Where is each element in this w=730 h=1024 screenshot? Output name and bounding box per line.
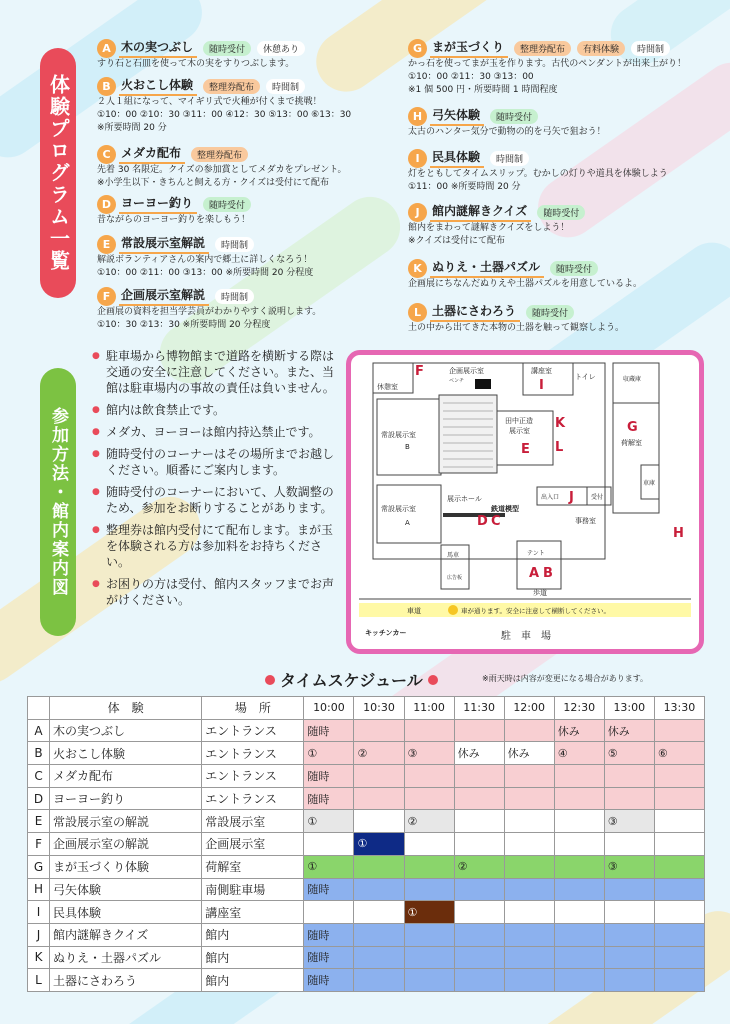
program-letter-badge: L — [408, 303, 427, 322]
program-tag: 整理券配布 — [191, 147, 248, 162]
schedule-cell: 休み — [554, 719, 604, 742]
schedule-cell: 随時 — [304, 787, 354, 810]
label-kouteiban: 広告板 — [447, 575, 463, 581]
label-tenji: 展示室 — [509, 427, 530, 435]
marker-i: I — [539, 378, 544, 393]
schedule-cell: ③ — [404, 742, 454, 765]
schedule-cell — [404, 787, 454, 810]
marker-g: G — [627, 420, 638, 435]
schedule-cell: 随時 — [304, 946, 354, 969]
header-time: 10:00 — [304, 697, 354, 720]
label-shadou: 車道 — [407, 607, 421, 615]
schedule-cell: ④ — [554, 742, 604, 765]
schedule-cell — [654, 765, 704, 788]
program-name: ヨーヨー釣り — [119, 194, 197, 214]
marker-d: D — [477, 514, 488, 529]
marker-l: L — [555, 440, 564, 455]
schedule-cell — [304, 901, 354, 924]
schedule-cell — [604, 787, 654, 810]
schedule-cell — [354, 765, 404, 788]
schedule-cell: 随時 — [304, 719, 354, 742]
program-tag: 整理券配布 — [203, 79, 260, 94]
program-d — [97, 194, 251, 227]
row-place: 館内 — [202, 923, 304, 946]
row-program: まが玉づくり体験 — [50, 855, 202, 878]
program-letter-badge: C — [97, 145, 116, 164]
program-desc: ※クイズは受付にて配布 — [408, 236, 506, 246]
program-tag: 随時受付 — [490, 109, 538, 124]
program-letter-badge: J — [408, 203, 427, 222]
marker-c: C — [491, 514, 501, 529]
row-program: 民具体験 — [50, 901, 202, 924]
label-hodou: 歩道 — [533, 589, 547, 597]
schedule-cell: ① — [304, 810, 354, 833]
program-tag: 随時受付 — [537, 205, 585, 220]
schedule-note: ※雨天時は内容が変更になる場合があります。 — [482, 674, 649, 683]
schedule-cell — [554, 833, 604, 856]
schedule-cell: 随時 — [304, 969, 354, 992]
label-kikaku: 企画展示室 — [449, 367, 484, 375]
program-i — [408, 148, 668, 194]
label-basha: 馬車 — [447, 552, 460, 559]
program-tag: 休憩あり — [257, 41, 305, 56]
row-program: メダカ配布 — [50, 765, 202, 788]
schedule-cell: ② — [454, 855, 504, 878]
table-row — [28, 742, 705, 765]
schedule-cell: 休み — [504, 742, 554, 765]
schedule-cell: ② — [354, 742, 404, 765]
schedule-cell: 休み — [604, 719, 654, 742]
label-jousetsu-a: 常設展示室 — [381, 505, 416, 513]
label-bench: ベンチ — [449, 378, 465, 384]
schedule-cell — [404, 878, 454, 901]
program-name: ぬりえ・土器パズル — [430, 258, 544, 278]
program-desc: 企画展にちなんだぬりえや土器パズルを用意しているよ。 — [408, 279, 643, 289]
row-letter: J — [28, 923, 50, 946]
marker-h: H — [673, 526, 684, 541]
schedule-cell — [554, 855, 604, 878]
program-name: 常設展示室解説 — [119, 234, 209, 254]
row-letter: H — [28, 878, 50, 901]
table-row — [28, 969, 705, 992]
table-row — [28, 833, 705, 856]
schedule-cell — [404, 946, 454, 969]
label-toilet: トイレ — [575, 373, 596, 381]
program-letter-badge: F — [97, 287, 116, 306]
schedule-cell — [654, 855, 704, 878]
schedule-cell — [404, 719, 454, 742]
program-desc: 館内をまわって謎解きクイズをしよう！ — [408, 223, 570, 233]
schedule-cell: 随時 — [304, 878, 354, 901]
schedule-cell — [654, 833, 704, 856]
program-name: 企画展示室解説 — [119, 286, 209, 306]
schedule-cell — [354, 923, 404, 946]
program-letter-badge: G — [408, 39, 427, 58]
schedule-cell — [304, 833, 354, 856]
row-place: 企画展示室 — [202, 833, 304, 856]
schedule-cell — [354, 878, 404, 901]
schedule-cell — [654, 787, 704, 810]
table-row — [28, 946, 705, 969]
schedule-cell — [404, 923, 454, 946]
program-g — [408, 38, 686, 97]
program-f — [97, 286, 321, 332]
schedule-cell — [654, 810, 704, 833]
program-letter-badge: K — [408, 259, 427, 278]
row-letter: I — [28, 901, 50, 924]
program-desc: 解説ボランティアさんの案内で郷土に詳しくなろう！ — [97, 255, 313, 265]
floor-map — [346, 350, 704, 654]
schedule-cell — [604, 946, 654, 969]
table-row — [28, 855, 705, 878]
program-letter-badge: H — [408, 107, 427, 126]
note-item: ● 館内は飲食禁止です。 — [92, 402, 342, 418]
schedule-cell: ⑤ — [604, 742, 654, 765]
row-program: ぬりえ・土器パズル — [50, 946, 202, 969]
row-place: エントランス — [202, 742, 304, 765]
schedule-cell — [554, 923, 604, 946]
program-tag: 随時受付 — [203, 197, 251, 212]
program-tag: 有料体験 — [577, 41, 625, 56]
row-place: 講座室 — [202, 901, 304, 924]
schedule-title — [260, 668, 443, 691]
program-letter-badge: B — [97, 77, 116, 96]
schedule-cell — [354, 855, 404, 878]
program-tag: 時間制 — [631, 41, 670, 56]
program-desc: ※1 個 500 円・所要時間 1 時間程度 — [408, 85, 558, 95]
schedule-cell — [504, 787, 554, 810]
schedule-cell — [504, 969, 554, 992]
program-c — [97, 144, 346, 190]
schedule-cell — [504, 719, 554, 742]
program-letter-badge: E — [97, 235, 116, 254]
schedule-cell — [504, 855, 554, 878]
header-time: 13:30 — [654, 697, 704, 720]
dot-icon — [265, 675, 275, 685]
label-nikaishitsu: 荷解室 — [621, 439, 642, 447]
program-l — [408, 302, 624, 335]
schedule-cell — [454, 901, 504, 924]
marker-b: B — [543, 566, 553, 581]
label-tent: テント — [527, 550, 545, 557]
row-letter: B — [28, 742, 50, 765]
program-e — [97, 234, 313, 280]
schedule-cell — [554, 901, 604, 924]
schedule-cell — [454, 810, 504, 833]
schedule-cell — [354, 810, 404, 833]
program-tag: 随時受付 — [203, 41, 251, 56]
table-row — [28, 810, 705, 833]
label-kitchen: キッチンカー — [365, 629, 407, 637]
row-place: 館内 — [202, 969, 304, 992]
row-place: 常設展示室 — [202, 810, 304, 833]
label-a: A — [405, 519, 410, 527]
header-time: 12:30 — [554, 697, 604, 720]
marker-f: F — [415, 364, 424, 379]
row-place: エントランス — [202, 787, 304, 810]
program-tag: 時間制 — [215, 237, 254, 252]
schedule-cell — [454, 833, 504, 856]
table-row — [28, 901, 705, 924]
schedule-cell — [604, 923, 654, 946]
row-place: 館内 — [202, 946, 304, 969]
program-letter-badge: A — [97, 39, 116, 58]
program-desc: ①11：00 ※所要時間 20 分 — [408, 182, 521, 192]
note-item: ● メダカ、ヨーヨーは館内持込禁止です。 — [92, 424, 342, 440]
schedule-cell — [454, 878, 504, 901]
label-kyuukei: 休憩室 — [377, 383, 398, 391]
schedule-cell — [454, 923, 504, 946]
schedule-cell — [404, 765, 454, 788]
row-place: エントランス — [202, 719, 304, 742]
program-a — [97, 38, 305, 71]
guide-banner: 参加方法・館内案内図 — [40, 368, 76, 636]
table-row — [28, 765, 705, 788]
row-letter: F — [28, 833, 50, 856]
program-desc: すり石と石皿を使って木の実をすりつぶします。 — [97, 59, 295, 69]
schedule-cell — [604, 765, 654, 788]
program-desc: 灯をともしてタイムスリップ。むかしの灯りや道具を体験しよう — [408, 169, 668, 179]
schedule-cell — [554, 765, 604, 788]
program-tag: 時間制 — [215, 289, 254, 304]
table-row — [28, 878, 705, 901]
program-desc: 先着 30 名限定。クイズの参加賞としてメダカをプレゼント。 — [97, 165, 347, 175]
header-time: 12:00 — [504, 697, 554, 720]
schedule-cell: 休み — [454, 742, 504, 765]
row-letter: L — [28, 969, 50, 992]
schedule-cell — [504, 946, 554, 969]
schedule-cell — [604, 833, 654, 856]
schedule-cell: ③ — [604, 855, 654, 878]
notes-list — [92, 348, 342, 614]
program-desc: ①10：00 ②10：30 ③11：00 ④12：30 ⑤13：00 ⑥13：30 — [97, 110, 352, 120]
label-hall: 展示ホール — [447, 495, 482, 503]
schedule-cell — [504, 810, 554, 833]
schedule-cell: ① — [304, 855, 354, 878]
program-desc: ※小学生以下・きちんと飼える方・クイズは受付にて配布 — [97, 178, 330, 188]
program-name: 木の実つぶし — [119, 38, 197, 58]
schedule-cell — [654, 878, 704, 901]
row-place: 荷解室 — [202, 855, 304, 878]
schedule-cell — [554, 810, 604, 833]
bench-mark — [475, 379, 491, 389]
row-program: 館内謎解きクイズ — [50, 923, 202, 946]
row-letter: E — [28, 810, 50, 833]
note-item: ● 随時受付のコーナーにおいて、人数調整のため、参加をお断りすることがあります。 — [92, 484, 342, 516]
note-item: ● 駐車場から博物館まで道路を横断する際は交通の安全に注意してください。また、当館は駐車場内の事故の責任は負いません。 — [92, 348, 342, 396]
schedule-cell: ③ — [604, 810, 654, 833]
program-b — [97, 76, 351, 135]
row-letter: C — [28, 765, 50, 788]
header-letter — [28, 697, 50, 720]
room-jousetsu-a — [377, 485, 441, 543]
program-name: 民具体験 — [430, 148, 484, 168]
program-j — [408, 202, 585, 248]
marker-k: K — [555, 416, 566, 431]
program-desc: 太古のハンター気分で動物の的を弓矢で狙おう！ — [408, 127, 606, 137]
schedule-cell — [454, 946, 504, 969]
schedule-cell — [504, 901, 554, 924]
room-kikaku — [439, 395, 497, 473]
header-time: 11:00 — [404, 697, 454, 720]
program-desc: ①10：00 ②11：30 ③13：00 — [408, 72, 534, 82]
row-program: 弓矢体験 — [50, 878, 202, 901]
schedule-cell — [354, 719, 404, 742]
row-program: 土器にさわろう — [50, 969, 202, 992]
program-name: 弓矢体験 — [430, 106, 484, 126]
row-letter: G — [28, 855, 50, 878]
schedule-cell — [554, 946, 604, 969]
label-uketsuke: 受付 — [591, 494, 604, 501]
schedule-cell: 随時 — [304, 765, 354, 788]
label-shako: 車庫 — [643, 480, 656, 487]
program-tag: 整理券配布 — [514, 41, 571, 56]
marker-j: J — [569, 490, 574, 505]
programs-banner: 体験プログラム一覧 — [40, 48, 76, 298]
schedule-cell — [504, 878, 554, 901]
schedule-title-text: タイムスケジュール — [280, 671, 423, 690]
schedule-cell — [504, 765, 554, 788]
schedule-cell — [654, 946, 704, 969]
row-program: 常設展示室の解説 — [50, 810, 202, 833]
schedule-cell — [454, 719, 504, 742]
program-k — [408, 258, 642, 291]
program-name: まが玉づくり — [430, 38, 508, 58]
row-program: 企画展示室の解説 — [50, 833, 202, 856]
label-jousetsu-b: 常設展示室 — [381, 431, 416, 439]
schedule-cell — [454, 765, 504, 788]
program-desc: ※所要時間 20 分 — [97, 123, 167, 133]
schedule-table — [27, 696, 705, 992]
program-tag: 時間制 — [266, 79, 305, 94]
program-letter-badge: D — [97, 195, 116, 214]
schedule-cell: 随時 — [304, 923, 354, 946]
schedule-cell — [554, 969, 604, 992]
program-name: 火おこし体験 — [119, 76, 197, 96]
program-desc: ①10：30 ②13：30 ※所要時間 20 分程度 — [97, 320, 271, 330]
program-desc: 土の中から出てきた本物の土器を触って観察しよう。 — [408, 323, 625, 333]
schedule-cell — [404, 969, 454, 992]
row-place: エントランス — [202, 765, 304, 788]
note-item: ● お困りの方は受付、館内スタッフまでお声がけください。 — [92, 576, 342, 608]
program-desc: 企画展の資料を担当学芸員がわかりやすく説明します。 — [97, 307, 322, 317]
row-program: ヨーヨー釣り — [50, 787, 202, 810]
schedule-cell — [604, 878, 654, 901]
schedule-cell — [554, 878, 604, 901]
header-place: 場 所 — [202, 697, 304, 720]
program-name: 館内謎解きクイズ — [430, 202, 531, 222]
dot-icon — [428, 675, 438, 685]
schedule-cell — [404, 833, 454, 856]
row-place: 南側駐車場 — [202, 878, 304, 901]
table-row — [28, 719, 705, 742]
label-kouza: 講座室 — [531, 367, 552, 375]
row-program: 木の実つぶし — [50, 719, 202, 742]
program-tag: 時間制 — [490, 151, 529, 166]
schedule-cell — [604, 901, 654, 924]
label-shuzouko: 収蔵庫 — [623, 376, 642, 383]
schedule-cell — [354, 946, 404, 969]
schedule-cell — [654, 969, 704, 992]
program-desc: ２人１組になって、マイギリ式で火種が付くまで挑戦！ — [97, 97, 322, 107]
schedule-cell — [454, 969, 504, 992]
header-time: 10:30 — [354, 697, 404, 720]
note-item: ● 整理券は館内受付にて配布します。まが玉を体験される方は参加料をお持ちください。 — [92, 522, 342, 570]
program-name: 土器にさわろう — [430, 302, 520, 322]
floor-map-svg — [351, 355, 699, 649]
schedule-cell — [354, 969, 404, 992]
schedule-cell — [504, 833, 554, 856]
schedule-cell — [404, 855, 454, 878]
marker-a: A — [529, 566, 540, 581]
label-tanaka: 田中正造 — [505, 417, 533, 425]
schedule-cell — [654, 901, 704, 924]
program-desc: かっ石を使ってまが玉を作ります。古代のペンダントが出来上がり！ — [408, 59, 687, 69]
room-shuzouko — [613, 363, 659, 403]
label-deiriguchi: 出入口 — [541, 494, 560, 501]
header-time: 11:30 — [454, 697, 504, 720]
row-letter: D — [28, 787, 50, 810]
program-letter-badge: I — [408, 149, 427, 168]
row-letter: K — [28, 946, 50, 969]
schedule-cell — [354, 787, 404, 810]
program-tag: 随時受付 — [550, 261, 598, 276]
program-tag: 随時受付 — [526, 305, 574, 320]
schedule-cell — [504, 923, 554, 946]
schedule-cell — [654, 719, 704, 742]
row-letter: A — [28, 719, 50, 742]
schedule-cell: ① — [354, 833, 404, 856]
schedule-cell: ⑥ — [654, 742, 704, 765]
program-desc: ①10：00 ②11：00 ③13：00 ※所要時間 20 分程度 — [97, 268, 314, 278]
label-warning: 車が通ります。安全に注意して横断してください。 — [461, 607, 610, 615]
program-desc: 昔ながらのヨーヨー釣りを楽しもう！ — [97, 215, 251, 225]
label-tetsudou: 鉄道模型 — [491, 505, 519, 513]
schedule-cell: ① — [304, 742, 354, 765]
label-parking: 駐 車 場 — [501, 631, 551, 642]
schedule-cell — [654, 923, 704, 946]
schedule-cell — [454, 787, 504, 810]
warning-icon — [448, 605, 458, 615]
table-row — [28, 923, 705, 946]
tent-area — [517, 541, 561, 589]
schedule-cell — [554, 787, 604, 810]
label-b: B — [405, 443, 410, 451]
row-program: 火おこし体験 — [50, 742, 202, 765]
table-row — [28, 787, 705, 810]
label-jimushitsu: 事務室 — [575, 517, 596, 525]
schedule-cell: ② — [404, 810, 454, 833]
marker-e: E — [521, 442, 530, 457]
note-item: ● 随時受付のコーナーはその場所までお越しください。順番にご案内します。 — [92, 446, 342, 478]
program-h — [408, 106, 606, 139]
program-name: メダカ配布 — [119, 144, 185, 164]
schedule-cell — [604, 969, 654, 992]
header-program: 体 験 — [50, 697, 202, 720]
schedule-cell — [354, 901, 404, 924]
header-time: 13:00 — [604, 697, 654, 720]
schedule-cell: ① — [404, 901, 454, 924]
